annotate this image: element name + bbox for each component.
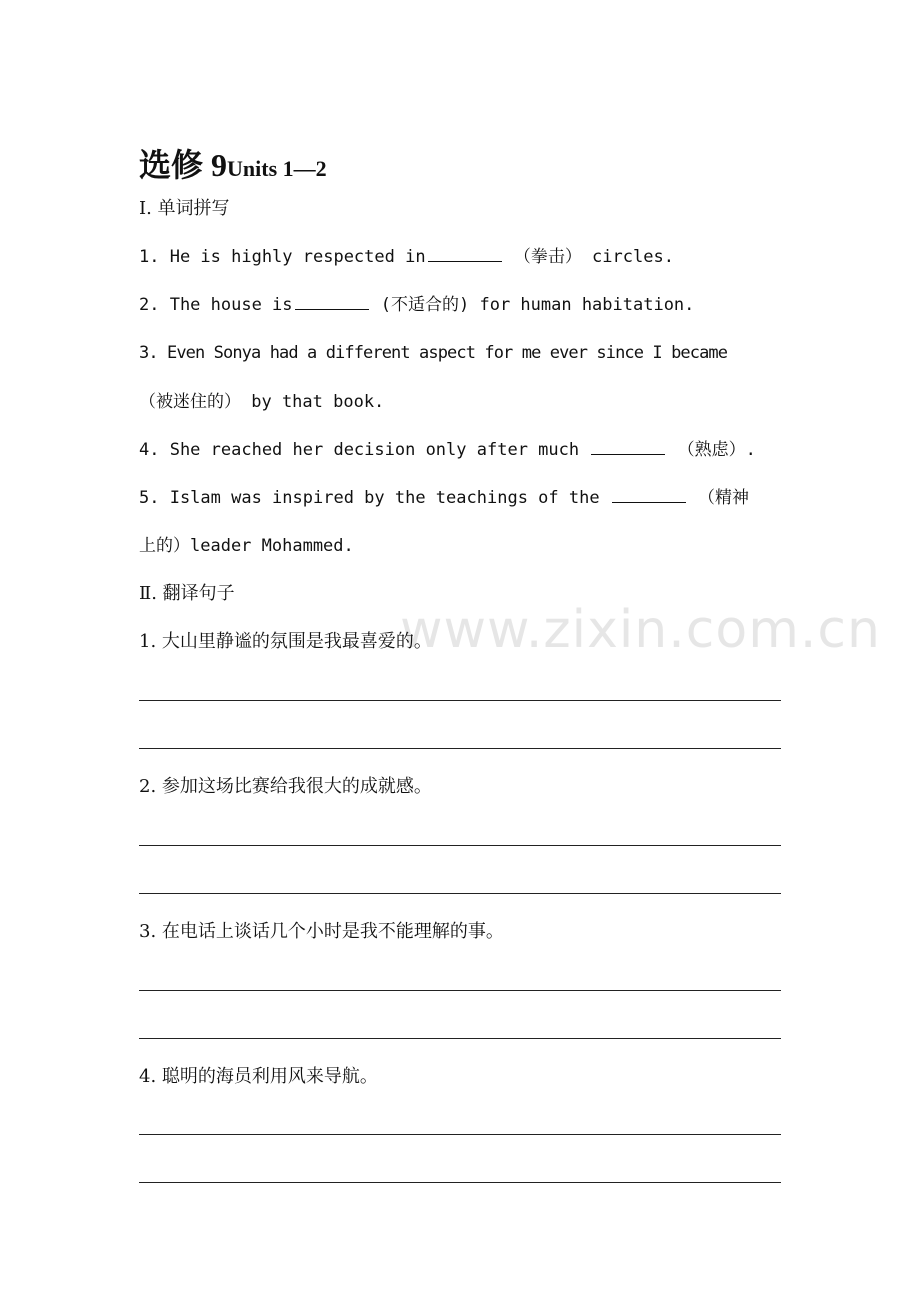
answer-line[interactable] [139,1038,781,1039]
vocab-item-2-text: 2. The house is [139,295,293,315]
vocab-item-1-text: 1. He is highly respected in [139,247,426,267]
vocab-item-1 [139,245,674,269]
vocab-item-5-line2: 上的）leader Mohammed. [139,536,354,556]
answer-line[interactable] [139,1134,781,1135]
vocab-item-1-hint: （拳击） circles. [503,247,674,267]
answer-line[interactable] [139,990,781,991]
title-sub: Units 1—2 [227,156,327,181]
section1-heading: Ⅰ. 单词拼写 [139,198,230,219]
answer-line[interactable] [139,700,781,701]
vocab-item-4-text: 4. She reached her decision only after much [139,440,590,460]
vocab-item-3-line1: 3. Even Sonya had a different aspect for me ever since I became [139,343,728,363]
section2-heading: Ⅱ. 翻译句子 [139,583,235,604]
answer-line[interactable] [139,1182,781,1183]
answer-line[interactable] [139,748,781,749]
answer-line[interactable] [139,893,781,894]
answer-line[interactable] [139,845,781,846]
vocab-item-3-line2: （被迷住的） by that book. [139,392,385,412]
vocab-item-5 [139,486,749,510]
vocab-item-2-hint: (不适合的) for human habitation. [370,295,695,315]
vocab-item-4 [139,438,756,462]
page-title [139,140,327,186]
vocab-item-4-hint: （熟虑）. [667,440,756,460]
translation-item-2: 2. 参加这场比赛给我很大的成就感。 [139,776,432,797]
answer-blank[interactable] [428,245,502,262]
translation-item-3: 3. 在电话上谈话几个小时是我不能理解的事。 [139,921,504,942]
vocab-item-2 [139,293,694,317]
translation-item-4: 4. 聪明的海员利用风来导航。 [139,1066,378,1087]
vocab-item-5-hint: （精神 [687,488,750,508]
title-main: 选修 9 [139,147,228,183]
answer-blank[interactable] [295,293,369,310]
answer-blank[interactable] [612,486,686,503]
answer-blank[interactable] [591,438,665,455]
watermark: www.zixin.com.cn [400,600,881,660]
translation-item-1: 1. 大山里静谧的氛围是我最喜爱的。 [139,631,432,652]
vocab-item-5-text: 5. Islam was inspired by the teachings of the [139,488,610,508]
